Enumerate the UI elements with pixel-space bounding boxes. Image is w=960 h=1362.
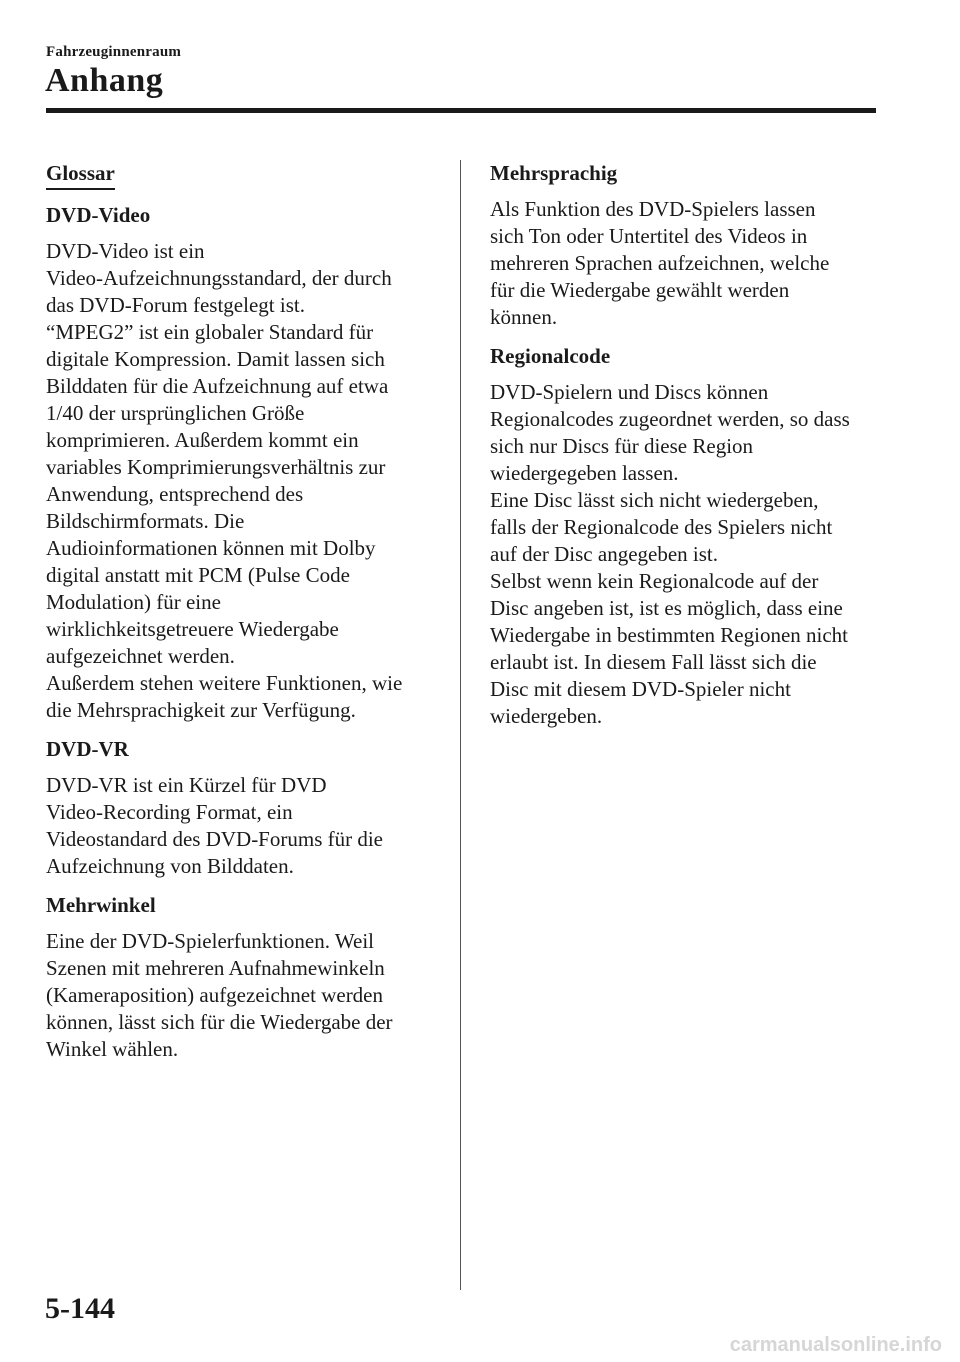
entry-definition [46, 238, 436, 724]
glossary-entry-mehrwinkel [46, 892, 436, 1063]
left-column [46, 160, 436, 1075]
glossary-entry-dvd-vr [46, 736, 436, 880]
glossary-entry-regionalcode [490, 343, 880, 730]
definition-text: DVD-Spielern und Discs können Regionalcodes zugeordnet werden, so dass sich nur Discs für diese Region wiedergegeben lassen. Eine Disc lässt sich nicht wiedergeben, falls der Regionalcode des Spielers nicht auf der Disc angegeben ist. Selbst wenn kein Regionalcode auf der Disc angeben ist, ist es möglich, dass eine Wiedergabe in bestimmten Regionen nicht erlaubt ist. In diesem Fall lässt sich die Disc mit diesem DVD-Spieler nicht wiedergeben. [490, 380, 850, 728]
entry-definition [46, 928, 436, 1063]
entry-definition [46, 772, 436, 880]
glossary-title: Glossar [46, 160, 115, 190]
entry-term: Regionalcode [490, 344, 611, 368]
column-divider [460, 160, 461, 1290]
entry-term: DVD-VR [46, 737, 129, 761]
definition-text: Als Funktion des DVD-Spielers lassen sich Ton oder Untertitel des Videos in mehreren Sprachen aufzeichnen, welche für die Wiedergabe gewählt werden können. [490, 197, 830, 329]
definition-text: Eine der DVD-Spielerfunktionen. Weil Szenen mit mehreren Aufnahmewinkeln (Kameraposition) aufgezeichnet werden können, lässt sich für die Wiedergabe der Winkel wählen. [46, 929, 393, 1061]
chapter-title: Anhang [45, 62, 164, 99]
section-label: Fahrzeuginnenraum [46, 44, 182, 60]
glossary-entry-dvd-video [46, 202, 436, 724]
entry-definition [490, 196, 880, 331]
watermark: carmanualsonline.info [729, 1334, 942, 1356]
entry-term: DVD-Video [46, 203, 151, 227]
entry-term: Mehrsprachig [490, 161, 618, 185]
entry-term: Mehrwinkel [46, 893, 156, 917]
header-divider [46, 108, 876, 113]
definition-text: DVD-VR ist ein Kürzel für DVD Video-Recording Format, ein Videostandard des DVD-Forums für die Aufzeichnung von Bilddaten. [46, 773, 384, 878]
right-column [490, 160, 880, 742]
definition-text: DVD-Video ist ein Video-Aufzeichnungsstandard, der durch das DVD-Forum festgelegt ist. “MPEG2” ist ein globaler Standard für digitale Kompression. Damit lassen sich Bilddaten für die Aufzeichnung auf etwa 1/40 der ursprünglichen Größe komprimieren. Außerdem kommt ein variables Komprimierungsverhältnis zur Anwendung, entsprechend des Bildschirmformats. Die Audioinformationen können mit Dolby digital anstatt mit PCM (Pulse Code Modulation) für eine wirklichkeitsgetreuere Wiedergabe aufgezeichnet werden. Außerdem stehen weitere Funktionen, wie die Mehrsprachigkeit zur Verfügung. [46, 239, 403, 722]
entry-definition [490, 379, 880, 730]
page-number: 5-144 [45, 1292, 115, 1325]
glossary-entry-mehrsprachig [490, 160, 880, 331]
